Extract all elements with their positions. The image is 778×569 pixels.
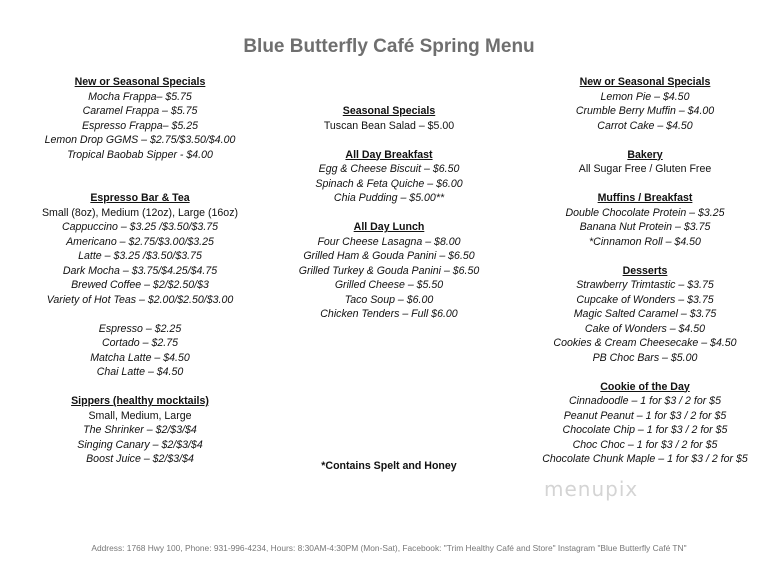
menu-item: Chocolate Chunk Maple – 1 for $3 / 2 for $5 [542,453,748,465]
menu-item: Four Cheese Lasagna – $8.00 [317,235,461,248]
middle-seasonal-section [268,104,510,133]
menu-item: Cortado – $2.75 [102,337,178,349]
footer-contact: Address: 1768 Hwy 100, Phone: 931-996-4234, Hours: 8:30AM-4:30PM (Mon-Sat), Facebook: "Trim Healthy Café and Store" Instagram "Blue Butterfly Café TN" [91,543,687,553]
watermark: menupix [544,477,639,501]
menu-item: Egg & Cheese Biscuit – $6.50 [318,163,460,175]
menu-item: Chai Latte – $4.50 [96,366,184,378]
menu-item: Spinach & Feta Quiche – $6.00 [315,177,463,190]
bakery-section [520,148,770,177]
menu-item: Matcha Latte – $4.50 [90,351,190,364]
menu-item: Cupcake of Wonders – $3.75 [576,293,714,306]
menu-item: Lemon Pie – $4.50 [600,90,690,103]
section-header: Seasonal Specials [342,105,436,117]
menu-item: Chicken Tenders – Full $6.00 [320,308,458,320]
menu-item: Banana Nut Protein – $3.75 [579,221,711,233]
section-header: Bakery [627,148,663,161]
menu-item: Latte – $3.25 /$3.50/$3.75 [78,250,202,262]
section-header: Cookie of the Day [600,380,690,393]
bakery-info: All Sugar Free / Gluten Free [578,163,712,175]
right-column [520,75,770,481]
menu-item: Tuscan Bean Salad – $5.00 [323,119,455,132]
menu-item: Carrot Cake – $4.50 [597,119,693,132]
menu-item: Boost Juice – $2/$3/$4 [86,453,194,465]
breakfast-section [268,148,510,206]
menu-item: The Shrinker – $2/$3/$4 [83,424,197,436]
menu-item: Grilled Ham & Gouda Panini – $6.50 [303,250,475,262]
section-header: All Day Breakfast [345,148,433,161]
left-seasonal-section [20,75,260,162]
menu-item: Cake of Wonders – $4.50 [584,322,706,335]
menu-item: Cinnadoodle – 1 for $3 / 2 for $5 [569,395,721,407]
left-column [20,75,260,481]
menu-item: Double Chocolate Protein – $3.25 [565,206,725,219]
menu-item: Strawberry Trimtastic – $3.75 [576,279,714,291]
menu-item: Magic Salted Caramel – $3.75 [573,308,717,320]
espresso-section [20,191,260,307]
menu-item: Espresso – $2.25 [98,322,182,335]
section-header: All Day Lunch [353,221,425,233]
muffins-section [520,191,770,249]
menu-item: Variety of Hot Teas – $2.00/$2.50/$3.00 [46,293,234,306]
cookie-section [520,380,770,467]
section-header: Desserts [622,264,668,277]
espresso-drinks-section [20,322,260,380]
allergen-note: *Contains Spelt and Honey [321,460,457,472]
menu-item: Singing Canary – $2/$3/$4 [77,438,203,451]
section-header: New or Seasonal Specials [579,76,711,88]
menu-item: Peanut Peanut – 1 for $3 / 2 for $5 [563,409,727,422]
menu-item: Grilled Turkey & Gouda Panini – $6.50 [298,264,480,277]
menu-item: Brewed Coffee – $2/$2.50/$3 [71,279,209,291]
menu-item: Cappuccino – $3.25 /$3.50/$3.75 [61,221,219,233]
menu-item: Grilled Cheese – $5.50 [334,279,444,291]
section-header: Muffins / Breakfast [597,192,693,204]
menu-item: Mocha Frappa– $5.75 [88,90,192,103]
menu-item: Chocolate Chip – 1 for $3 / 2 for $5 [562,424,728,436]
menu-item: Crumble Berry Muffin – $4.00 [575,105,715,117]
right-seasonal-section [520,75,770,133]
menu-item: Tropical Baobab Sipper - $4.00 [67,148,213,161]
menu-item: Choc Choc – 1 for $3 / 2 for $5 [572,438,718,451]
menu-item: Cookies & Cream Cheesecake – $4.50 [553,337,737,349]
menu-item: Lemon Drop GGMS – $2.75/$3.50/$4.00 [44,134,236,146]
section-header: New or Seasonal Specials [74,76,206,88]
section-header: Sippers (healthy mocktails) [71,395,209,407]
section-header: Espresso Bar & Tea [90,192,190,204]
menu-item: Caramel Frappa – $5.75 [82,105,198,117]
menu-item: Chia Pudding – $5.00** [333,192,445,204]
middle-column [268,104,510,336]
menu-item: Espresso Frappa– $5.25 [81,119,198,132]
menu-item: Dark Mocha – $3.75/$4.25/$4.75 [62,264,218,277]
menu-item: Taco Soup – $6.00 [344,293,434,306]
lunch-section [268,220,510,322]
sippers-section [20,394,260,467]
menu-title: Blue Butterfly Café Spring Menu [243,36,535,57]
menu-item: *Cinnamon Roll – $4.50 [589,235,701,248]
menu-item: PB Choc Bars – $5.00 [592,351,698,364]
desserts-section [520,264,770,366]
menu-item: Americano – $2.75/$3.00/$3.25 [66,235,214,248]
size-info: Small (8oz), Medium (12oz), Large (16oz) [41,206,239,219]
size-info: Small, Medium, Large [88,409,192,422]
